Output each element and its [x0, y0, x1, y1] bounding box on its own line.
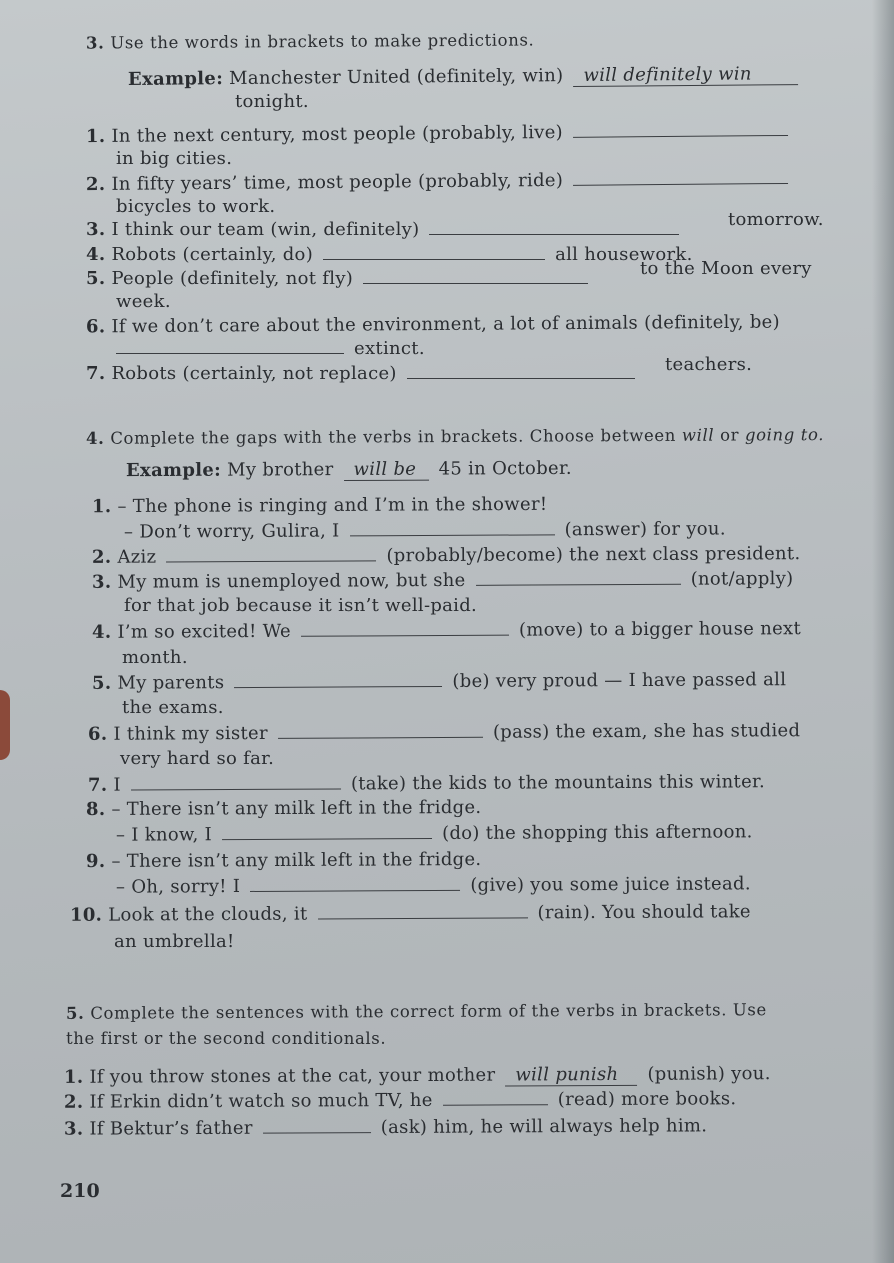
answer-blank[interactable]	[363, 267, 588, 284]
answer-blank[interactable]	[323, 243, 545, 260]
item-text: If you throw stones at the cat, your mother	[89, 1064, 496, 1088]
answer-blank[interactable]	[131, 772, 341, 790]
item-text: I think my sister	[113, 722, 268, 745]
item-number: 4.	[91, 621, 112, 643]
ex3-example-label: Example:	[127, 68, 224, 90]
ex4-item-8-reply	[116, 820, 753, 847]
ex4-item-2	[92, 542, 801, 570]
ex4-example	[126, 457, 572, 483]
ex3-item-1	[86, 119, 792, 149]
item-text-tail: (not/apply)	[690, 568, 794, 590]
answer-blank[interactable]	[278, 721, 483, 739]
ex4-instruction-text: Complete the gaps with the verbs in brackets. Choose between	[110, 425, 677, 448]
ex3-item-5	[86, 267, 592, 291]
item-text: Look at the clouds, it	[108, 903, 308, 926]
item-number: 3.	[86, 219, 106, 240]
item-number: 1.	[85, 125, 106, 148]
ex3-number: 3.	[85, 33, 105, 53]
ex3-instruction	[86, 28, 534, 55]
ex4-will: will	[681, 425, 715, 445]
answer-blank[interactable]	[429, 218, 679, 235]
ex4-item-1	[92, 493, 547, 519]
page-shadow	[872, 0, 894, 1263]
item-text-tail: (give) you some juice instead.	[470, 873, 751, 896]
answer-blank[interactable]	[234, 670, 442, 688]
answer-blank[interactable]	[222, 822, 432, 840]
item-text: My parents	[117, 672, 225, 694]
answer-blank[interactable]	[250, 874, 460, 892]
item-text-tail: (pass) the exam, she has studied	[492, 720, 801, 743]
answer-blank[interactable]	[116, 337, 344, 354]
item-number: 8.	[85, 798, 106, 821]
ex4-instruction	[86, 423, 824, 451]
item-text-tail: (read) more books.	[557, 1088, 737, 1111]
answer-blank[interactable]	[349, 518, 554, 536]
item-text-tail: (answer) for you.	[564, 518, 726, 541]
ex4-example-text: My brother	[227, 459, 334, 481]
item-text: Aziz	[117, 546, 157, 568]
item-number: 3.	[91, 571, 112, 593]
ex5-item-1	[64, 1062, 771, 1090]
ex4-item-3	[92, 567, 794, 595]
item-text-tail: to the Moon every	[640, 258, 812, 279]
ex4-item-7	[88, 770, 765, 798]
item-text: Robots (certainly, not replace)	[111, 363, 397, 384]
item-text-tail: (ask) him, he will always help him.	[380, 1115, 708, 1139]
ex4-example-answer: will be	[343, 460, 428, 481]
answer-blank[interactable]	[407, 362, 635, 379]
answer-blank[interactable]	[573, 119, 788, 138]
item-text-tail: (probably/become) the next class president.	[386, 543, 801, 567]
item-text: In the next century, most people (probably, live)	[111, 121, 564, 147]
item-number: 10.	[69, 904, 103, 926]
item-number: 3.	[63, 1118, 84, 1140]
item-text-tail: (move) to a bigger house next	[518, 618, 802, 641]
ex4-item-4	[92, 617, 801, 645]
item-text-cont: an umbrella!	[114, 931, 235, 952]
ex3-item-7	[86, 362, 639, 386]
item-number: 4.	[86, 244, 106, 265]
answer-blank[interactable]	[301, 619, 509, 637]
ex5-instruction-text: Complete the sentences with the correct form of the verbs in brackets. Use	[90, 1000, 767, 1023]
item-text-tail: (do) the shopping this afternoon.	[442, 821, 753, 844]
ex3-example-answer: will definitely win	[573, 64, 798, 87]
item-text-tail: (be) very proud — I have passed all	[452, 669, 787, 692]
item-text: – Oh, sorry! I	[115, 876, 241, 898]
item-text: I think our team (win, definitely)	[111, 219, 420, 240]
answer-blank[interactable]	[263, 1116, 371, 1134]
ex3-item-2	[86, 167, 792, 197]
ex3-item-4	[86, 243, 693, 267]
answer-blank[interactable]	[166, 544, 376, 562]
ex4-example-tail: 45 in October.	[438, 457, 572, 480]
item-text: In fifty years’ time, most people (probably, ride)	[111, 169, 564, 195]
item-text-tail: teachers.	[665, 354, 753, 375]
ex4-example-label: Example:	[125, 459, 222, 482]
item-number: 1.	[63, 1066, 84, 1088]
ex5-item-3	[64, 1114, 707, 1141]
item-text-cont: in big cities.	[116, 148, 233, 169]
item-text: – The phone is ringing and I’m in the shower!	[117, 493, 548, 518]
item-text: – There isn’t any milk left in the fridge.	[111, 848, 482, 872]
item-text: My mum is unemployed now, but she	[117, 569, 466, 593]
page-number: 210	[60, 1180, 100, 1202]
answer-blank[interactable]	[573, 167, 788, 186]
item-text-cont: the exams.	[122, 697, 224, 718]
item-text: – I know, I	[115, 824, 213, 846]
item-text-cont: month.	[122, 647, 188, 668]
ex3-item-3	[86, 218, 683, 242]
item-text-cont: week.	[116, 291, 171, 312]
ex4-item-9-reply	[116, 872, 751, 899]
item-number: 2.	[91, 546, 112, 568]
item-number: 2.	[85, 173, 106, 196]
item-number: 7.	[87, 774, 108, 796]
item-text: I’m so excited! We	[117, 620, 292, 643]
ex5-instruction-cont: the first or the second conditionals.	[66, 1029, 387, 1048]
ex4-or: or	[719, 425, 740, 445]
item-text: Robots (certainly, do)	[111, 244, 314, 265]
ex3-instruction-text: Use the words in brackets to make predictions.	[110, 30, 535, 53]
item-text-tail: all housework.	[555, 244, 693, 265]
answer-blank[interactable]	[317, 901, 527, 919]
item-text-cont: bicycles to work.	[116, 196, 276, 217]
ex3-example-cont: tonight.	[235, 91, 309, 112]
item-text-tail: tomorrow.	[728, 209, 824, 230]
ex4-item-5	[92, 668, 786, 696]
item-text: If Erkin didn’t watch so much TV, he	[89, 1089, 433, 1113]
ex4-going-to: going to.	[744, 425, 825, 445]
ex3-item-6	[86, 311, 780, 340]
item-text: If Bektur’s father	[89, 1117, 253, 1140]
ex3-example-text: Manchester United (definitely, win)	[229, 65, 564, 90]
ex3-example	[128, 62, 803, 92]
ex3-item-6-cont	[112, 337, 425, 361]
item-text-cont: very hard so far.	[120, 748, 275, 769]
ex4-item-9	[86, 848, 482, 874]
ex5-example-answer: will punish	[505, 1065, 637, 1087]
book-edge	[0, 690, 10, 760]
item-number: 5.	[86, 268, 106, 289]
ex4-item-10	[70, 900, 751, 928]
item-number: 5.	[91, 672, 112, 694]
item-text: – Don’t worry, Gulira, I	[123, 520, 340, 543]
item-number: 6.	[87, 723, 108, 745]
ex4-item-8	[86, 796, 482, 822]
item-text: If we don’t care about the environment, a lot of animals (definitely, be)	[111, 311, 780, 338]
item-number: 2.	[63, 1091, 84, 1113]
item-text: People (definitely, not fly)	[111, 268, 354, 289]
item-text-tail: (rain). You should take	[537, 901, 751, 924]
ex4-number: 4.	[85, 428, 105, 448]
item-number: 9.	[85, 850, 106, 873]
item-text: I	[113, 774, 121, 796]
item-text-cont: for that job because it isn’t well-paid.	[124, 595, 478, 616]
item-text-tail: (take) the kids to the mountains this winter.	[350, 771, 766, 795]
answer-blank[interactable]	[443, 1088, 548, 1106]
item-number: 1.	[91, 496, 112, 518]
ex4-item-1-reply	[124, 517, 726, 544]
ex5-item-2	[64, 1087, 737, 1115]
item-text: – There isn’t any milk left in the fridge.	[111, 796, 482, 820]
ex4-item-6	[88, 719, 800, 747]
item-text-tail: extinct.	[354, 338, 425, 359]
answer-blank[interactable]	[476, 568, 681, 586]
item-number: 6.	[85, 316, 106, 338]
item-number: 7.	[86, 363, 106, 384]
ex5-instruction	[66, 998, 767, 1026]
item-text-tail: (punish) you.	[647, 1063, 771, 1085]
ex5-number: 5.	[65, 1003, 85, 1023]
